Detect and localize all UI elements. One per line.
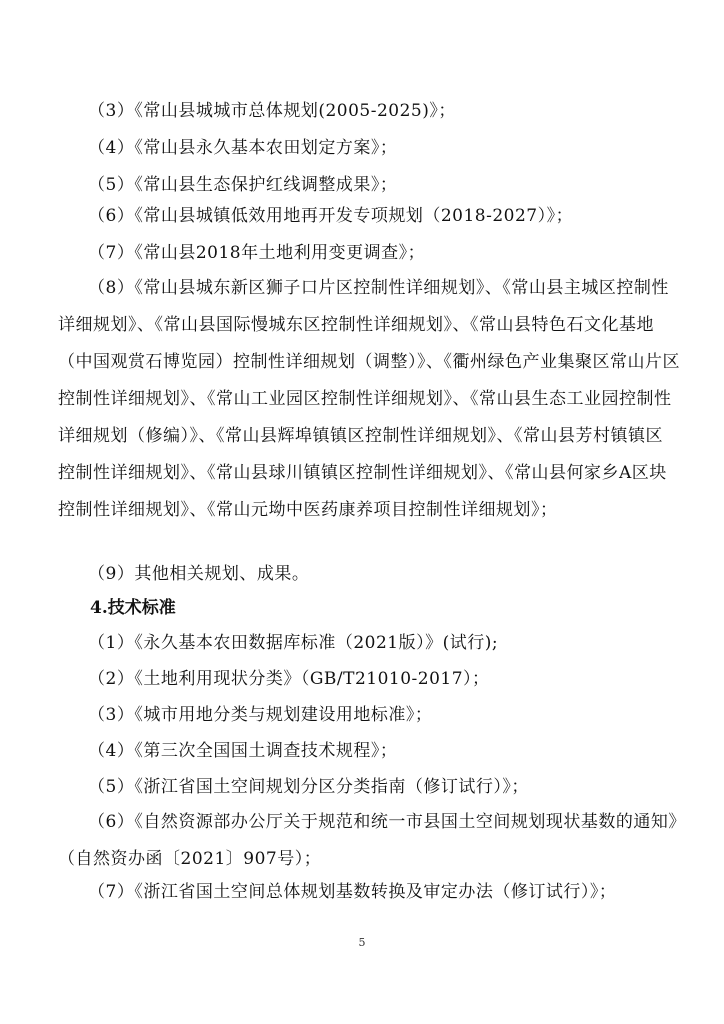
- section-heading: 4.技术标准: [90, 598, 176, 618]
- page-number: 5: [358, 936, 366, 949]
- planning-item-8-text: （8）《常山县城东新区狮子口片区控制性详细规划》、《常山县主城区控制性详细规划》、《常山县国际慢城东区控制性详细规划》、《常山县特色石文化基地（中国观赏石博览园）控制性详细规划（调整）》、《衢州绿色产业集聚区常山片区控制性详细规划》、《常山工业园区控制性详细规划》、《常山县生态工业园控制性详细规划（修编）》、《常山县辉埠镇镇区控制性详细规划》、《常山县芳村镇镇区控制性详细规划》、《常山县球川镇镇区控制性详细规划》、《常山县何家乡A区块控制性详细规划》、《常山元坳中医药康养项目控制性详细规划》；: [58, 278, 680, 520]
- planning-item-4: （4）《常山县永久基本农田划定方案》；: [88, 138, 398, 158]
- planning-item-6: （6）《常山县城镇低效用地再开发专项规划（2018-2027）》；: [88, 206, 574, 226]
- standard-item-5: （5）《浙江省国土空间规划分区分类指南（修订试行）》；: [88, 777, 529, 797]
- planning-item-3: （3）《常山县城城市总体规划(2005-2025)》；: [88, 101, 456, 121]
- planning-item-7: （7）《常山县2018年土地利用变更调查》；: [88, 243, 426, 263]
- standard-item-1: （1）《永久基本农田数据库标准（2021版）》(试行);: [88, 633, 499, 653]
- standard-item-7: （7）《浙江省国土空间总体规划基数转换及审定办法（修订试行）》；: [88, 882, 617, 902]
- standard-item-3: （3）《城市用地分类与规划建设用地标准》；: [88, 705, 433, 725]
- planning-item-9: （9）其他相关规划、成果。: [88, 564, 310, 584]
- standard-item-6: [58, 804, 680, 878]
- standard-item-2: （2）《土地利用现状分类》（GB/T21010-2017）；: [88, 669, 490, 689]
- standard-item-6-text: （6）《自然资源部办公厅关于规范和统一市县国土空间规划现状基数的通知》（自然资办函〔2021〕907号）；: [58, 812, 678, 869]
- planning-item-8: [58, 270, 680, 529]
- planning-item-5: （5）《常山县生态保护红线调整成果》；: [88, 175, 398, 195]
- standard-item-4: （4）《第三次全国国土调查技术规程》；: [88, 741, 398, 761]
